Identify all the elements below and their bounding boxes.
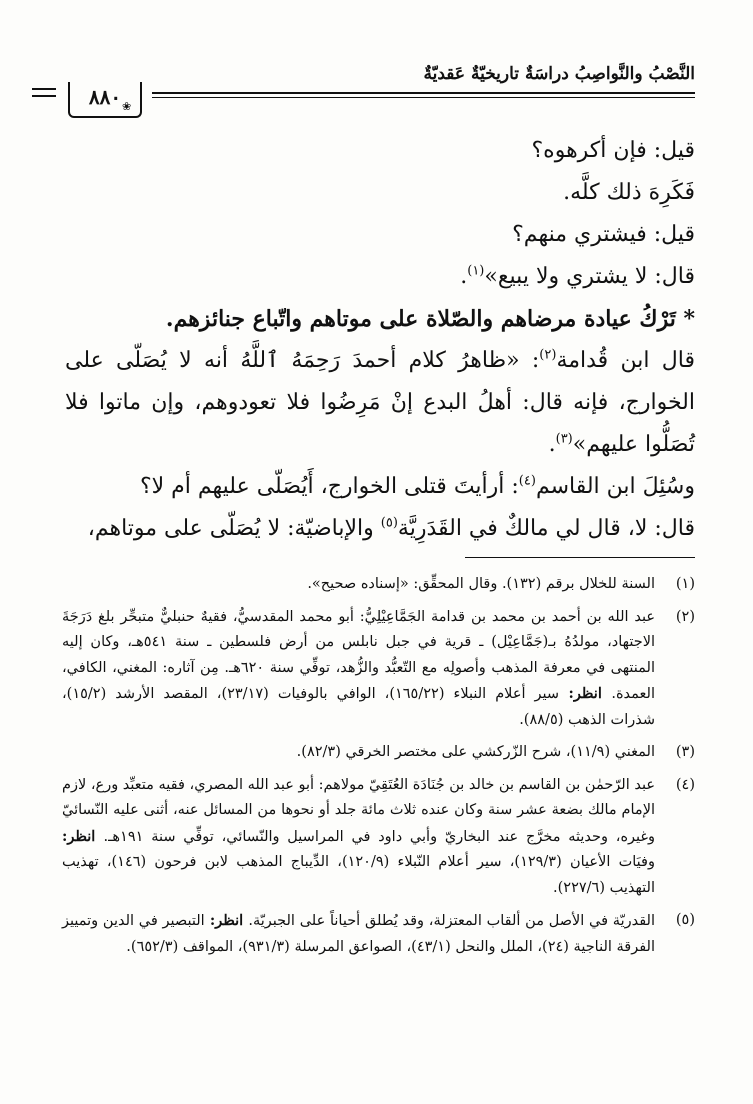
footnote: [62, 605, 695, 734]
text-line: قال: لا يشتري ولا يبيع»$^{(١)}$.: [460, 263, 695, 289]
footnote-number: (٢): [675, 608, 695, 625]
footnote-separator: [465, 557, 695, 558]
footnote-text: السنة للخلال برقم (١٣٢). وقال المحقِّق: «إسناده صحيح».: [307, 576, 655, 592]
footnote-number: (٣): [675, 744, 695, 760]
footnote-ref: (٤): [518, 473, 536, 489]
footnote-number: (٤): [675, 776, 695, 793]
quote-end: قال: لا يشتري ولا يبيع»: [484, 264, 695, 289]
paragraph: قال ابن قُدامة$^{(٢)}$: «ظاهرُ كلام أحمدَ رَحِمَهُ ٱللَّهُ أنه لا يُصَلّى على الخوارج، فإنه قال: أهلُ البدع إنْ مَرِضُوا فلا تعودوهم، وإن ماتوا فلا تُصَلُّوا عليهم»$^{(٣)}$.: [65, 347, 695, 457]
footnote: [62, 773, 695, 902]
footnote-number: (١): [675, 576, 695, 592]
footnote-ref: (٢): [539, 347, 557, 363]
text-line: قيل: فيشتري منهم؟: [512, 222, 695, 247]
running-header: [60, 62, 695, 122]
ornament-icon: ❀: [122, 100, 132, 113]
footnote-ref: (١): [467, 263, 485, 279]
text-line: فَكَرِهَ ذلك كلَّه.: [563, 180, 695, 205]
header-title: النَّصْبُ والنَّواصِبُ دراسَةٌ تاريخيّةٌ عَقديّةٌ: [423, 64, 695, 84]
footnote-text: عبد الرّحمٰن بن القاسم بن خالد بن جُنَادَة العُتَقِيّ مولاهم: أبو عبد الله المصري، فقيه متعبِّد ورع، لازم الإمام مالك بضعة عشر سنة وكان عنده ثلاث مائة جلد أو نحوها من المسائل عنه، أثنى عليه النّسائيّ وغيره، وحديثه مخرَّج عند البخاريّ وأبي داود في المراسيل والنّسائي، توفِّي سنة ١٩١هـ. انظر: وفيَات الأعيان (١٢٩/٣)، سير أعلام النّبلاء (١٢٠/٩)، الدِّيباج المذهب لابن فرحون (١٤٦)، تهذيب التهذيب (٢٢٧/٦).: [62, 776, 655, 896]
footnote-ref: (٣): [555, 431, 573, 447]
footnote-text: القدريّة في الأصل من ألقاب المعتزلة، وقد يُطلق أحياناً على الجبريّة. انظر: التبصير في الدين وتمييز الفرقة الناجية (٢٤)، الملل والنحل (٤٣/١)، الصواعق المرسلة (٩٣١/٣)، المواقف (٦٥٢/٣).: [62, 912, 655, 955]
footnote-number: (٥): [675, 912, 695, 928]
header-double-rule-icon: [32, 88, 56, 97]
paragraph: قال: لا، قال لي مالكٌ في القَدَرِيَّة$^{(٥)}$ والإباضيّة: لا يُصَلّى على موتاهم،: [87, 515, 695, 541]
footnote: [62, 908, 695, 960]
footnote-text: المغني (١١/٩)، شرح الزّركشي على مختصر الخرقي (٨٢/٣).: [296, 744, 655, 760]
footnote-ref: (٥): [380, 515, 398, 531]
footnote: [62, 572, 695, 598]
header-rule-thick: [152, 92, 695, 94]
text-line: قيل: فإن أكرهوه؟: [531, 138, 695, 163]
main-text: [65, 130, 695, 550]
header-rule-thin: [152, 97, 695, 98]
section-heading: * تَرْكُ عيادة مرضاهم والصّلاة على موتاهم واتّباع جنائزهم.: [165, 306, 695, 332]
page-number: ٨٨٠: [88, 85, 122, 109]
footnotes: [62, 572, 695, 967]
paragraph: وسُئِلَ ابن القاسم$^{(٤)}$: أرأيتَ قتلى الخوارج، أَيُصَلّى عليهم أم لا؟: [139, 473, 695, 499]
footnote-text: عبد الله بن أحمد بن محمد بن قدامة الجَمَّاعِيْلِيُّ: أبو محمد المقدسيُّ، فقيهٌ حنبليٌّ متبحِّر بلغ دَرَجَةَ الاجتهاد، مولدُهُ بـ(جَمَّاعِيْل) ـ قرية في جبل نابلس من أرض فلسطين ـ سنة ٥٤١هـ، وكان إليه المنتهى في معرفة المذهب وأصولِه مع التّعبُّد والزُّهد، توفِّي سنة ٦٢٠هـ. مِن آثاره: المغني، الكافي، العمدة. انظر: سير أعلام النبلاء (١٦٥/٢٢)، الوافي بالوفيات (٢٣/١٧)، المقصد الأرشد (١٥/٢)، شذرات الذهب (٨٨/٥).: [62, 608, 655, 728]
footnote: [62, 740, 695, 766]
